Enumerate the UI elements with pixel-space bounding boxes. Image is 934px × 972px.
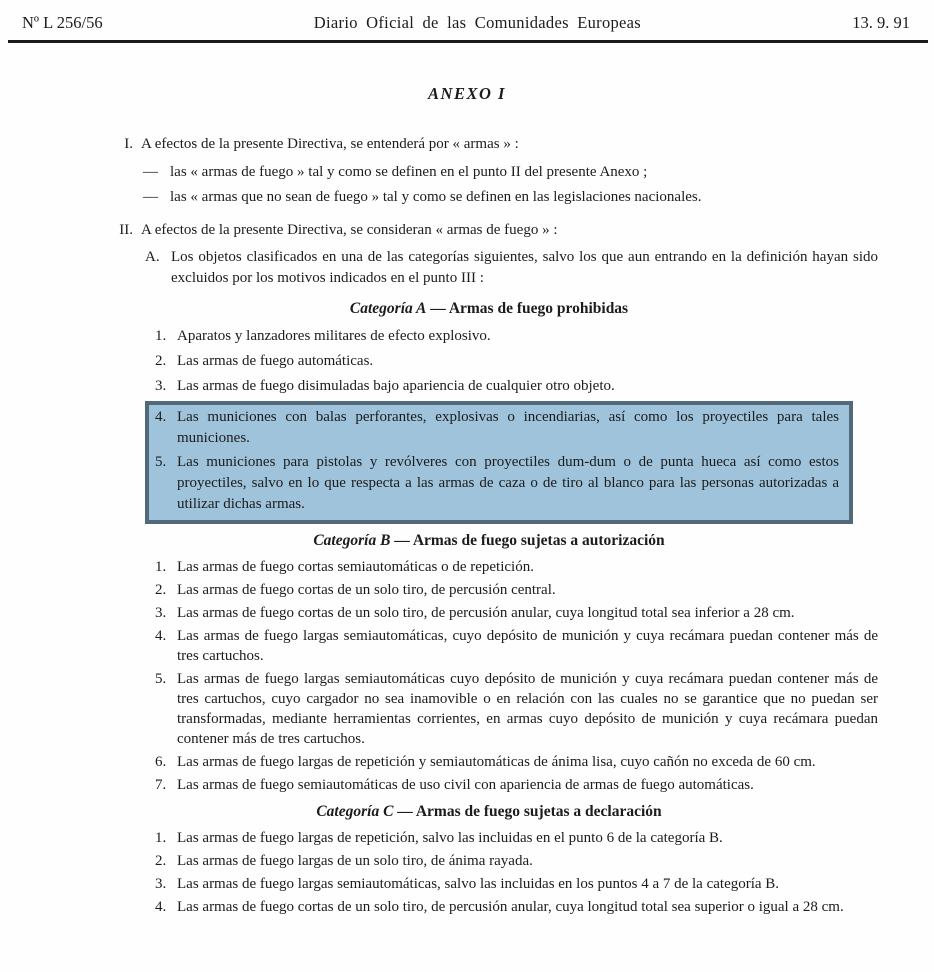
- item-text: Aparatos y lanzadores militares de efecto explosivo.: [177, 328, 491, 344]
- heading-dash: —: [394, 532, 410, 549]
- category-b-heading: [100, 531, 878, 551]
- item-text: Las armas de fuego cortas semiautomáticas o de repetición.: [177, 559, 534, 575]
- heading-dash: —: [397, 803, 413, 820]
- item-number: 6.: [155, 754, 167, 770]
- category-c-heading: [100, 802, 878, 822]
- list-item: [155, 669, 878, 749]
- list-item: [155, 557, 878, 577]
- item-number: 2.: [155, 353, 167, 369]
- item-number: 7.: [155, 777, 167, 793]
- list-item: [155, 828, 878, 848]
- dash-bullet: —: [143, 164, 158, 180]
- page-header: [0, 0, 934, 33]
- section-i: [0, 134, 934, 155]
- item-text: Las armas de fuego cortas de un solo tiro, de percusión central.: [177, 582, 556, 598]
- journal-title: Diario Oficial de las Comunidades Europeas: [313, 13, 642, 32]
- journal-issue-number: Nº L 256/56: [22, 13, 103, 32]
- item-number: 5.: [155, 454, 167, 470]
- item-text: Las armas de fuego semiautomáticas de uso civil con apariencia de armas de fuego automáticas.: [177, 777, 754, 793]
- item-text: Las armas de fuego automáticas.: [177, 353, 374, 369]
- list-item: [155, 874, 878, 894]
- category-b: [0, 531, 934, 795]
- list-item-highlighted: [155, 452, 839, 515]
- item-text: Las armas de fuego largas semiautomáticas, cuyo depósito de munición y cuya recámara puedan contener más de tres cartuchos.: [177, 628, 878, 664]
- item-number: 3.: [155, 378, 167, 394]
- item-text: Las municiones con balas perforantes, explosivas o incendiarias, así como los proyectiles para tales municiones.: [177, 409, 839, 446]
- item-number: 3.: [155, 876, 167, 892]
- dash-bullet: —: [143, 189, 158, 205]
- category-b-name: Categoría B: [313, 532, 391, 549]
- heading-dash: —: [430, 300, 446, 317]
- item-number: 4.: [155, 628, 167, 644]
- category-b-items: [0, 557, 934, 795]
- list-item: [155, 752, 878, 772]
- category-c: [0, 802, 934, 917]
- header-rule: [8, 40, 928, 43]
- category-c-title: Armas de fuego sujetas a declaración: [415, 803, 662, 820]
- subsection-a-text: Los objetos clasificados en una de las categorías siguientes, salvo los que aun entrando en la definición hayan sido excluidos por los motivos indicados en el punto III :: [171, 249, 878, 286]
- category-a-name: Categoría A: [349, 300, 427, 317]
- list-item: [155, 603, 878, 623]
- category-a: [0, 298, 934, 524]
- item-number: 2.: [155, 582, 167, 598]
- item-text: Las armas de fuego cortas de un solo tiro, de percusión anular, cuya longitud total sea superior o igual a 28 cm.: [177, 899, 844, 915]
- dash-item: [0, 162, 934, 183]
- item-text: Las armas de fuego disimuladas bajo apariencia de cualquier otro objeto.: [177, 378, 615, 394]
- item-number: 2.: [155, 853, 167, 869]
- list-item: [155, 775, 878, 795]
- item-number: 1.: [155, 328, 167, 344]
- dash-item: [0, 187, 934, 208]
- item-number: 1.: [155, 830, 167, 846]
- list-item: [155, 851, 878, 871]
- annex-title: ANEXO I: [428, 84, 506, 103]
- item-number: 5.: [155, 671, 167, 687]
- item-text: Las armas de fuego largas de repetición, salvo las incluidas en el punto 6 de la categoría B.: [177, 830, 723, 846]
- dash-item-text: las « armas de fuego » tal y como se definen en el punto II del presente Anexo ;: [170, 164, 648, 180]
- category-a-title: Armas de fuego prohibidas: [448, 300, 629, 317]
- category-a-items: [0, 326, 934, 397]
- item-text: Las armas de fuego cortas de un solo tiro, de percusión anular, cuya longitud total sea inferior a 28 cm.: [177, 605, 795, 621]
- dash-item-text: las « armas que no sean de fuego » tal y como se definen en las legislaciones nacionales.: [170, 189, 702, 205]
- document-body: [0, 83, 934, 917]
- section-ii: [0, 220, 934, 241]
- list-item: [155, 897, 878, 917]
- journal-date: 13. 9. 91: [852, 13, 910, 32]
- list-item: [155, 326, 878, 347]
- category-b-title: Armas de fuego sujetas a autorización: [412, 532, 665, 549]
- item-text: Las municiones para pistolas y revólveres con proyectiles dum-dum o de punta hueca así como estos proyectiles, salvo en lo que respecta a las armas de caza o de tiro al blanco para las personas autorizadas a utilizar dichas armas.: [177, 454, 839, 512]
- category-c-items: [0, 828, 934, 917]
- item-text: Las armas de fuego largas semiautomáticas cuyo depósito de munición y cuya recámara puedan contener más de tres cartuchos, cuyo cargador no sea inamovible o en relación con las cuales no se garantice que no puedan ser transformadas, mediante herramientas corrientes, en armas cuyo depósito de munición y cuya recámara puedan contener más de tres cartuchos.: [177, 671, 878, 747]
- subsection-a: [0, 247, 934, 289]
- section-i-dash-list: [0, 162, 934, 208]
- section-ii-intro: A efectos de la presente Directiva, se consideran « armas de fuego » :: [141, 222, 558, 238]
- section-i-label: I.: [124, 136, 133, 152]
- subsection-a-label: A.: [145, 249, 160, 265]
- section-ii-label: II.: [119, 222, 133, 238]
- highlight-box: [145, 401, 853, 524]
- category-c-name: Categoría C: [316, 803, 394, 820]
- item-number: 4.: [155, 899, 167, 915]
- list-item: [155, 351, 878, 372]
- item-number: 3.: [155, 605, 167, 621]
- item-number: 1.: [155, 559, 167, 575]
- item-text: Las armas de fuego largas de un solo tiro, de ánima rayada.: [177, 853, 533, 869]
- list-item: [155, 376, 878, 397]
- item-text: Las armas de fuego largas semiautomáticas, salvo las incluidas en los puntos 4 a 7 de la categoría B.: [177, 876, 780, 892]
- item-text: Las armas de fuego largas de repetición y semiautomáticas de ánima lisa, cuyo cañón no exceda de 60 cm.: [177, 754, 816, 770]
- list-item-highlighted: [155, 407, 839, 449]
- category-a-heading: [100, 298, 878, 319]
- list-item: [155, 626, 878, 666]
- list-item: [155, 580, 878, 600]
- section-i-intro: A efectos de la presente Directiva, se entenderá por « armas » :: [141, 136, 519, 152]
- item-number: 4.: [155, 409, 167, 425]
